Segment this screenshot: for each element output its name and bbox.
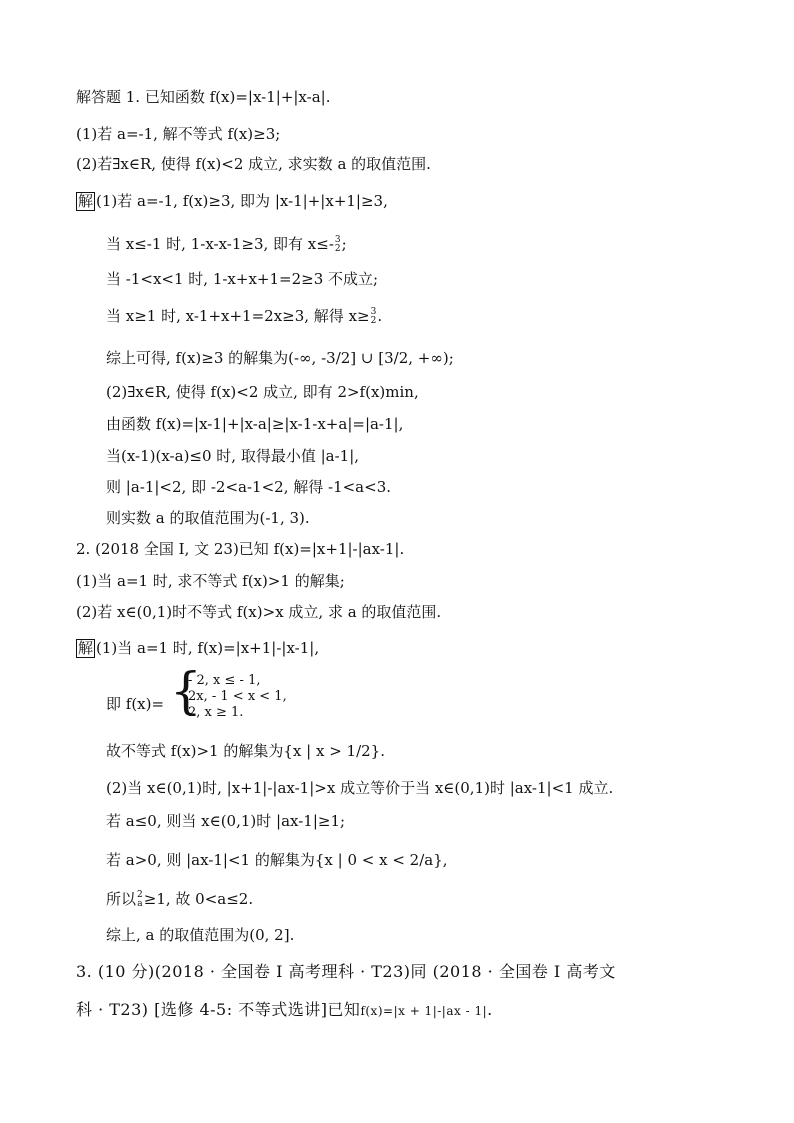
problem1-title: 解答题 1. 已知函数 f(x)=|x-1|+|x-a|. <box>76 88 331 106</box>
fraction-numerator: 3 <box>370 307 377 317</box>
problem1-s5 <box>106 348 454 368</box>
problem3-formula: f(x)=|x + 1|-|ax - 1| <box>360 1004 488 1018</box>
problem3-line2-end: . <box>487 1000 493 1019</box>
piecewise-case-3: 2, x ≥ 1. <box>188 705 244 720</box>
fraction <box>335 236 341 254</box>
problem2-s7-text: 所以 <box>106 890 137 908</box>
problem2-s3-text: 故不等式 f(x)>1 的解集为 <box>106 742 284 760</box>
problem1-s2 <box>106 234 347 254</box>
solution-label: 解 <box>78 639 94 657</box>
problem1-s4-text: 当 x≥1 时, x-1+x+1=2x≥3, 解得 x≥ <box>106 307 370 325</box>
problem1-s1: (1)若 a=-1, f(x)≥3, 即为 |x-1|+|x+1|≥3, <box>96 192 388 210</box>
problem2-s6-text: 若 a>0, 则 |ax-1|<1 的解集为 <box>106 851 315 869</box>
problem1-solution-line1 <box>76 191 388 211</box>
problem2-s1: (1)当 a=1 时, f(x)=|x+1|-|x-1|, <box>96 639 320 657</box>
problem1-s2-end: ; <box>341 235 347 253</box>
problem2-s3-end: . <box>380 742 385 760</box>
problem1-s10: 则实数 a 的取值范围为(-1, 3). <box>106 509 310 527</box>
problem1-q2: (2)若∃x∈R, 使得 f(x)<2 成立, 求实数 a 的取值范围. <box>76 155 431 173</box>
fraction-numerator: 3 <box>334 235 341 245</box>
problem2-s3 <box>106 741 385 761</box>
problem2-s5: 若 a≤0, 则当 x∈(0,1)时 |ax-1|≥1; <box>106 812 346 830</box>
left-brace: { <box>170 662 202 720</box>
problem1-q1: (1)若 a=-1, 解不等式 f(x)≥3; <box>76 125 281 143</box>
piecewise-case-1: - 2, x ≤ - 1, <box>188 673 261 688</box>
problem1-s4 <box>106 306 382 326</box>
problem1-s4-end: . <box>377 307 383 325</box>
problem2-s8: 综上, a 的取值范围为(0, 2]. <box>106 926 295 944</box>
problem2-s7 <box>106 889 253 909</box>
problem1-s5-text: 综上可得, f(x)≥3 的解集为 <box>106 349 289 367</box>
problem1-s8: 当(x-1)(x-a)≤0 时, 取得最小值 |a-1|, <box>106 447 360 465</box>
problem3-line1: 3. (10 分)(2018 · 全国卷 I 高考理科 · T23)同 (2018 · 全国卷 I 高考文 <box>76 962 616 981</box>
fraction-numerator: 2 <box>137 890 143 900</box>
solution-set: (-∞, -3/2] ∪ [3/2, +∞) <box>288 349 449 367</box>
solution-set: {x | 0 < x < 2/a} <box>314 851 443 869</box>
problem2-q2: (2)若 x∈(0,1)时不等式 f(x)>x 成立, 求 a 的取值范围. <box>76 603 442 621</box>
problem1-s5-end: ; <box>448 349 454 367</box>
problem2-q1: (1)当 a=1 时, 求不等式 f(x)>1 的解集; <box>76 572 345 590</box>
problem2-title: 2. (2018 全国 I, 文 23)已知 f(x)=|x+1|-|ax-1|. <box>76 540 405 558</box>
problem1-s9: 则 |a-1|<2, 即 -2<a-1<2, 解得 -1<a<3. <box>106 478 392 496</box>
solution-label: 解 <box>78 192 94 210</box>
problem2-s6 <box>106 850 448 870</box>
solution-set: {x | x > 1/2} <box>283 742 381 760</box>
problem2-s6-end: , <box>442 851 448 869</box>
problem2-solution-line1 <box>76 638 319 658</box>
fraction <box>137 891 143 909</box>
problem2-s7-end: ≥1, 故 0<a≤2. <box>143 890 254 908</box>
fraction-denominator: 2 <box>334 244 341 254</box>
problem2-s4: (2)当 x∈(0,1)时, |x+1|-|ax-1|>x 成立等价于当 x∈(0,1)时 |ax-1|<1 成立. <box>106 779 614 797</box>
problem1-s7: 由函数 f(x)=|x-1|+|x-a|≥|x-1-x+a|=|a-1|, <box>106 415 404 433</box>
problem3-line2-text: 科 · T23) [选修 4-5: 不等式选讲]已知 <box>76 1000 361 1019</box>
problem3-line2 <box>76 1000 493 1021</box>
problem1-s3: 当 -1<x<1 时, 1-x+x+1=2≥3 不成立; <box>106 270 379 288</box>
fraction-denominator: a <box>137 899 143 909</box>
problem1-s2-text: 当 x≤-1 时, 1-x-x-1≥3, 即有 x≤- <box>106 235 334 253</box>
fraction <box>371 308 377 326</box>
problem2-s2: 即 f(x)= <box>106 695 165 713</box>
piecewise-case-2: 2x, - 1 < x < 1, <box>188 689 287 704</box>
fraction-denominator: 2 <box>370 316 377 326</box>
problem1-s6: (2)∃x∈R, 使得 f(x)<2 成立, 即有 2>f(x)min, <box>106 383 419 401</box>
